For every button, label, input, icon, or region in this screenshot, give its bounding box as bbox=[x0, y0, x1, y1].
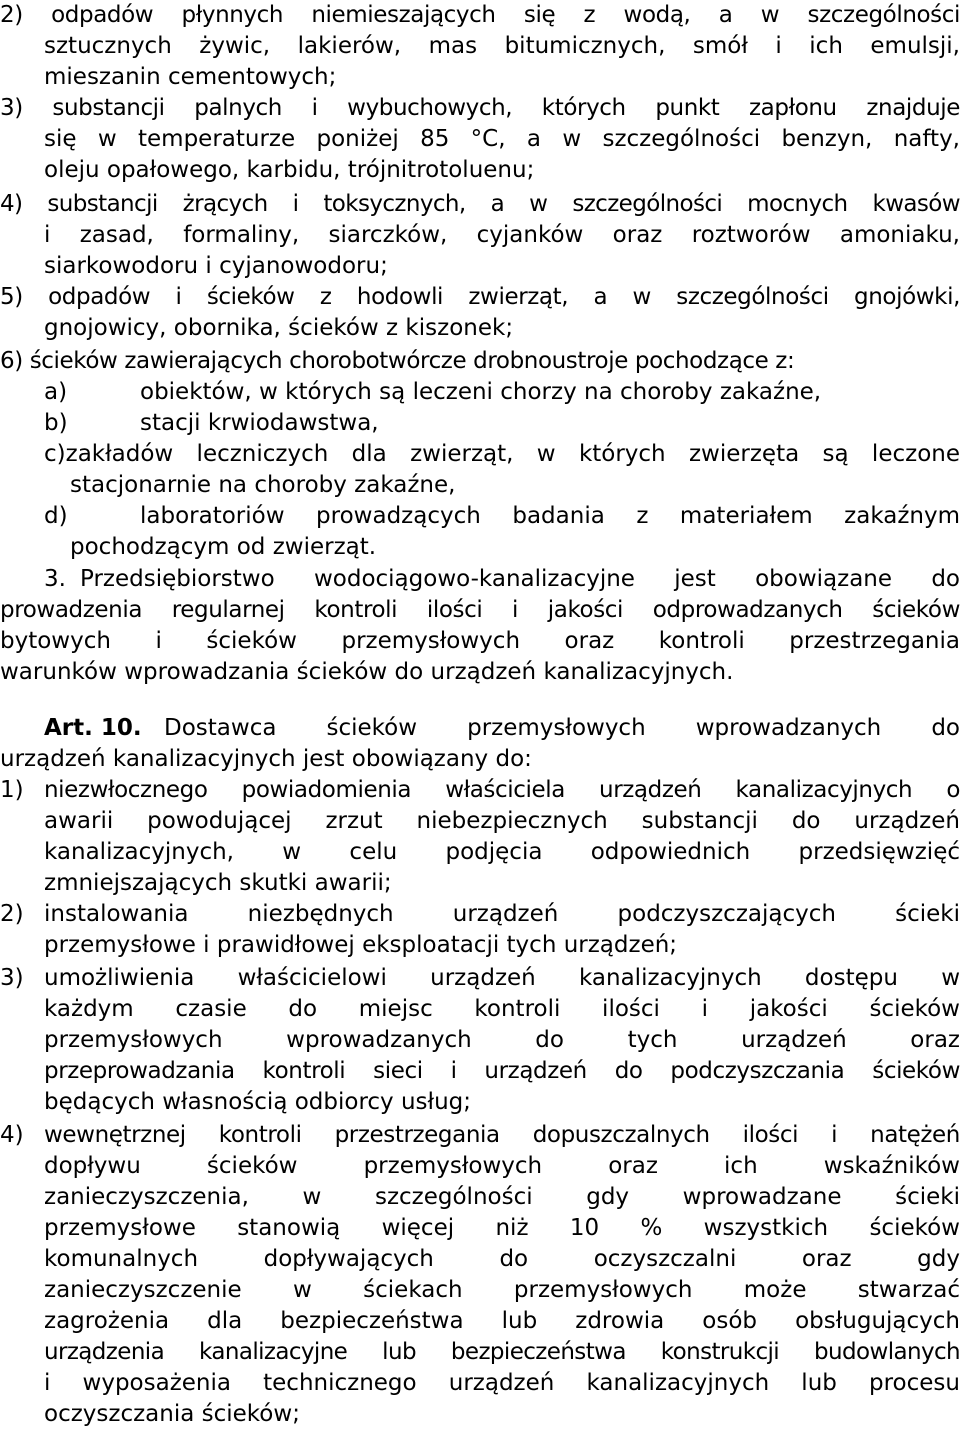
text-line: stacjonarnie na choroby zakaźne, bbox=[70, 472, 456, 498]
text-line: 4) substancji żrących i toksycznych, a w szczególności mocnych kwasów bbox=[0, 191, 960, 217]
list-item bbox=[0, 501, 960, 532]
list-marker: d) bbox=[44, 503, 68, 529]
text-line: warunków wprowadzania ścieków do urządzeń kanalizacyjnych. bbox=[0, 659, 734, 685]
list-marker: b) bbox=[44, 410, 68, 436]
text-line: zanieczyszczenia, w szczególności gdy wprowadzane ścieki bbox=[44, 1184, 960, 1210]
text-line: zagrożenia dla bezpieczeństwa lub zdrowia osób obsługujących bbox=[44, 1308, 960, 1334]
text-line: urządzeń kanalizacyjnych jest obowiązany do: bbox=[0, 746, 532, 772]
text-line: gnojowicy, obornika, ścieków z kiszonek; bbox=[44, 315, 514, 341]
text-line: zanieczyszczenie w ściekach przemysłowych może stwarzać bbox=[44, 1277, 960, 1303]
text-line: będących własnością odbiorcy usług; bbox=[44, 1089, 472, 1115]
list-item bbox=[0, 377, 960, 408]
text-line: przemysłowe i prawidłowej eksploatacji tych urządzeń; bbox=[44, 932, 678, 958]
list-item bbox=[0, 899, 960, 930]
text-line: oleju opałowego, karbidu, trójnitrotoluenu; bbox=[44, 157, 535, 183]
list-item-text: umożliwienia właścicielowi urządzeń kanalizacyjnych dostępu w bbox=[44, 965, 960, 991]
text-line: się w temperaturze poniżej 85 °C, a w szczególności benzyn, nafty, bbox=[44, 126, 960, 152]
text-line: sztucznych żywic, lakierów, mas bitumicznych, smół i ich emulsji, bbox=[44, 33, 960, 59]
text-line: 5) odpadów i ścieków z hodowli zwierząt, a w szczególności gnojówki, bbox=[0, 284, 960, 310]
article-heading-line bbox=[0, 713, 960, 744]
text-line: zmniejszających skutki awarii; bbox=[44, 870, 392, 896]
list-item bbox=[0, 775, 960, 806]
list-item-text: laboratoriów prowadzących badania z materiałem zakaźnym bbox=[140, 503, 960, 529]
text-line: każdym czasie do miejsc kontroli ilości i jakości ścieków bbox=[44, 996, 960, 1022]
list-item bbox=[0, 408, 960, 439]
text-line: pochodzącym od zwierząt. bbox=[70, 534, 377, 560]
text-line: bytowych i ścieków przemysłowych oraz kontroli przestrzegania bbox=[0, 628, 960, 654]
article-text: Dostawca ścieków przemysłowych wprowadzanych do bbox=[164, 715, 960, 741]
text-line: c)zakładów leczniczych dla zwierząt, w których zwierzęta są leczone bbox=[44, 441, 960, 467]
list-marker: 1) bbox=[0, 777, 24, 803]
list-item-text: wewnętrznej kontroli przestrzegania dopuszczalnych ilości i natężeń bbox=[44, 1122, 960, 1148]
text-line: 6) ścieków zawierających chorobotwórcze drobnoustroje pochodzące z: bbox=[0, 348, 795, 374]
text-line: przemysłowe stanowią więcej niż 10 % wszystkich ścieków bbox=[44, 1215, 960, 1241]
text-line: 3) substancji palnych i wybuchowych, których punkt zapłonu znajduje bbox=[0, 95, 960, 121]
article-label: Art. 10. bbox=[44, 715, 142, 741]
list-item-text: obiektów, w których są leczeni chorzy na choroby zakaźne, bbox=[140, 379, 822, 405]
paragraph-first-line bbox=[0, 564, 960, 595]
list-marker: 4) bbox=[0, 1122, 24, 1148]
text-line: prowadzenia regularnej kontroli ilości i jakości odprowadzanych ścieków bbox=[0, 597, 960, 623]
list-item-text: instalowania niezbędnych urządzeń podczyszczających ścieki bbox=[44, 901, 960, 927]
paragraph-text: Przedsiębiorstwo wodociągowo-kanalizacyjne jest obowiązane do bbox=[80, 566, 960, 592]
text-line: siarkowodoru i cyjanowodoru; bbox=[44, 253, 388, 279]
list-marker: 3) bbox=[0, 965, 24, 991]
list-marker: 2) bbox=[0, 901, 24, 927]
text-line: przemysłowych wprowadzanych do tych urządzeń oraz bbox=[44, 1027, 960, 1053]
list-item bbox=[0, 963, 960, 994]
text-line: awarii powodującej zrzut niebezpiecznych substancji do urządzeń bbox=[44, 808, 960, 834]
list-item bbox=[0, 1120, 960, 1151]
text-line: oczyszczania ścieków; bbox=[44, 1401, 300, 1427]
text-line: przeprowadzania kontroli sieci i urządzeń do podczyszczania ścieków bbox=[44, 1058, 960, 1084]
list-item-text: stacji krwiodawstwa, bbox=[140, 410, 379, 436]
text-line: urządzenia kanalizacyjne lub bezpieczeństwa konstrukcji budowlanych bbox=[44, 1339, 960, 1365]
text-line: kanalizacyjnych, w celu podjęcia odpowiednich przedsięwzięć bbox=[44, 839, 960, 865]
list-marker: a) bbox=[44, 379, 68, 405]
paragraph-number: 3. bbox=[44, 566, 66, 592]
text-line: mieszanin cementowych; bbox=[44, 64, 337, 90]
text-line: i zasad, formaliny, siarczków, cyjanków oraz roztworów amoniaku, bbox=[44, 222, 960, 248]
text-line: komunalnych dopływających do oczyszczalni oraz gdy bbox=[44, 1246, 960, 1272]
text-line: dopływu ścieków przemysłowych oraz ich wskaźników bbox=[44, 1153, 960, 1179]
list-item-text: niezwłocznego powiadomienia właściciela urządzeń kanalizacyjnych o bbox=[44, 777, 960, 803]
text-line: i wyposażenia technicznego urządzeń kanalizacyjnych lub procesu bbox=[44, 1370, 960, 1396]
text-line: 2) odpadów płynnych niemieszających się z wodą, a w szczególności bbox=[0, 2, 960, 28]
